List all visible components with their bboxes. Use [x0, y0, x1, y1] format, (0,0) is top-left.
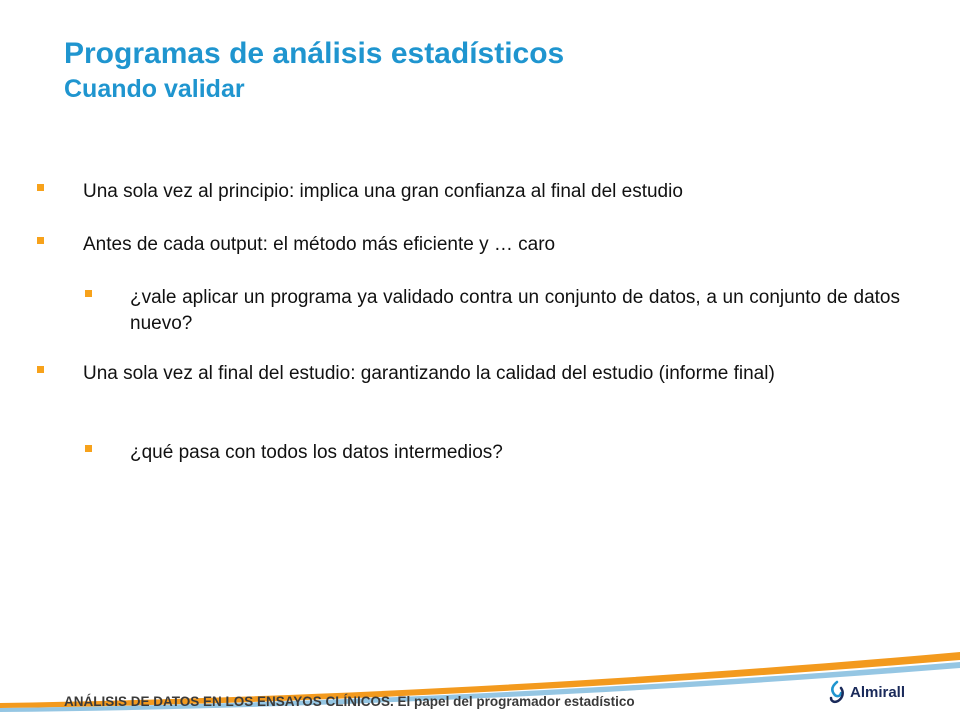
bullet-text-4: Una sola vez al final del estudio: garantizando la calidad del estudio (informe final) [83, 363, 775, 384]
slide-subtitle: Cuando validar [64, 75, 245, 103]
bullet-marker [37, 184, 44, 191]
almirall-logo-icon [828, 680, 846, 704]
bullet-marker [85, 445, 92, 452]
logo-text: Almirall [850, 683, 906, 701]
bullet-marker [85, 290, 92, 297]
almirall-logo [828, 680, 905, 704]
footer-text: ANÁLISIS DE DATOS EN LOS ENSAYOS CLÍNICOS. El papel del programador estadístico [64, 694, 635, 709]
bullet-text-5: ¿qué pasa con todos los datos intermedios? [130, 442, 503, 463]
bullet-marker [37, 366, 44, 373]
bullet-text-2: Antes de cada output: el método más eficiente y … caro [83, 234, 556, 255]
bullet-text-1: Una sola vez al principio: implica una gran confianza al final del estudio [83, 181, 683, 202]
bullet-marker [37, 237, 44, 244]
bullet-text-3: ¿vale aplicar un programa ya validado contra un conjunto de datos, a un conjunto de datos nuevo? [130, 287, 900, 334]
slide-title: Programas de análisis estadísticos [64, 37, 565, 70]
title-block [64, 36, 564, 104]
